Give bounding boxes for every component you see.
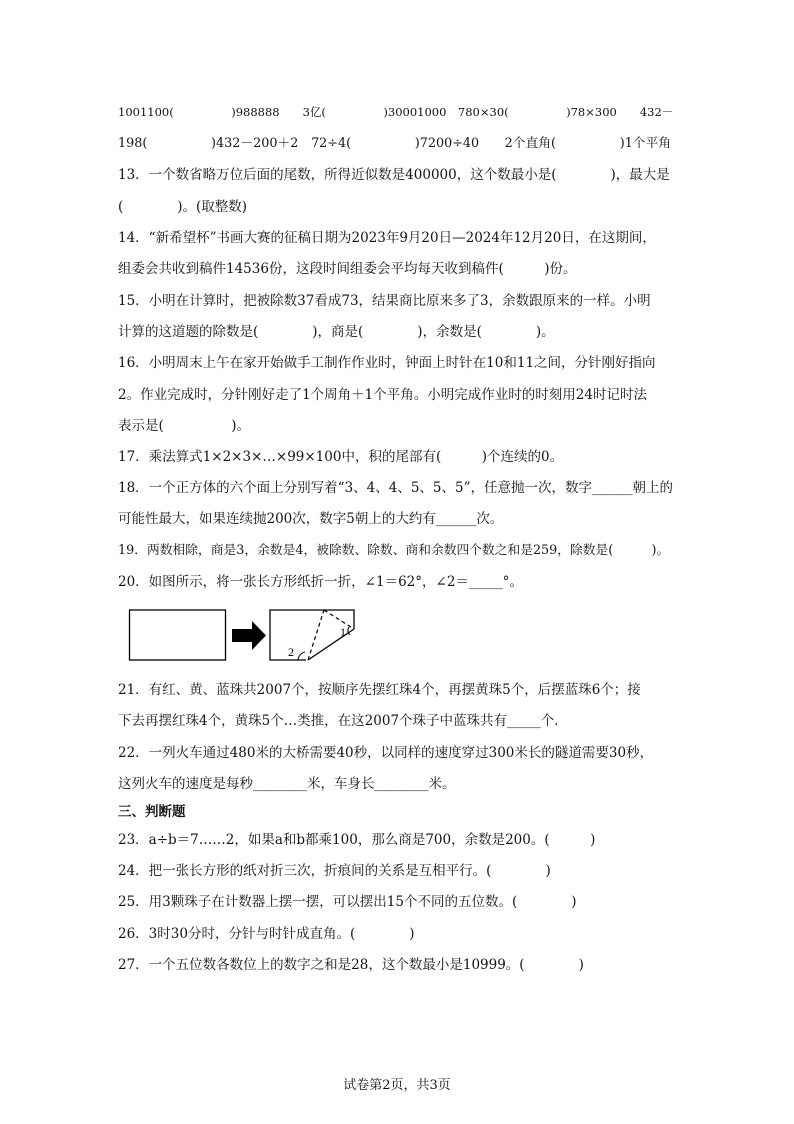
section-heading-judgement: 三、判断题 — [118, 804, 186, 820]
question-16-line-1: 16．小明周末上午在家开始做手工制作作业时，钟面上时针在10和11之间，分针刚好指向 — [118, 355, 656, 371]
question-14-line-2: 组委会共收到稿件14536份，这段时间组委会平均每天收到稿件( )份。 — [118, 261, 577, 277]
question-15-line-1: 15．小明在计算时，把被除数37看成73，结果商比原来多了3，余数跟原来的一样。小明 — [118, 293, 651, 309]
question-20: 20．如图所示，将一张长方形纸折一折，∠1＝62°，∠2＝_____°。 — [118, 574, 523, 590]
fold-diagram — [128, 608, 378, 664]
paper-rectangle — [130, 610, 226, 660]
question-19: 19．两数相除，商是3，余数是4，被除数、除数、商和余数四个数之和是259，除数是( )。 — [118, 543, 670, 558]
question-22-line-1: 22．一列火车通过480米的大桥需要40秒，以同样的速度穿过300米长的隧道需要30秒， — [118, 745, 654, 761]
question-27: 27．一个五位数各数位上的数字之和是28，这个数最小是10999。( ) — [118, 957, 584, 973]
question-16-line-3: 表示是( )。 — [118, 418, 251, 434]
question-22-line-2: 这列火车的速度是每秒________米，车身长________米。 — [118, 776, 456, 792]
question-13-line-1: 13．一个数省略万位后面的尾数，所得近似数是400000，这个数最小是( )，最大是 — [118, 167, 670, 183]
question-24: 24．把一张长方形的纸对折三次，折痕间的关系是互相平行。( ) — [118, 863, 551, 879]
question-18-line-1: 18．一个正方体的六个面上分别写着“3、4、4、5、5、5”，任意抛一次，数字______朝上的 — [118, 480, 674, 496]
page-footer: 试卷第2页，共3页 — [343, 1078, 451, 1093]
question-21-line-1: 21．有红、黄、蓝珠共2007个，按顺序先摆红珠4个，再摆黄珠5个，后摆蓝珠6个；接 — [118, 682, 641, 698]
compare-row-2: 198( )432－200＋2 72÷4( )7200÷40 2个直角( )1个平角 — [118, 136, 672, 151]
angle-2-label: 2 — [288, 645, 294, 659]
angle-1-label: 1 — [340, 625, 346, 639]
question-14-line-1: 14．“新希望杯”书画大赛的征稿日期为2023年9月20日—2024年12月20日，在这期间， — [118, 230, 656, 246]
question-21-line-2: 下去再摆红珠4个，黄珠5个…类推，在这2007个珠子中蓝珠共有_____个． — [118, 713, 568, 729]
question-13-line-2: ( )。(取整数) — [118, 199, 248, 215]
question-18-line-2: 可能性最大，如果连续抛200次，数字5朝上的大约有______次。 — [118, 511, 504, 527]
question-26: 26．3时30分时，分针与时针成直角。( ) — [118, 926, 415, 942]
question-23: 23．a÷b＝7……2，如果a和b都乘100，那么商是700，余数是200。( ) — [118, 832, 596, 848]
question-15-line-2: 计算的这道题的除数是( )，商是( )，余数是( )。 — [118, 324, 555, 340]
question-17: 17．乘法算式1×2×3×…×99×100中，积的尾部有( )个连续的0。 — [118, 449, 564, 465]
question-25: 25．用3颗珠子在计数器上摆一摆，可以摆出15个不同的五位数。( ) — [118, 894, 577, 910]
question-16-line-2: 2。作业完成时，分针刚好走了1个周角＋1个平角。小明完成作业时的时刻用24时记时法 — [118, 387, 647, 403]
compare-row-1: 1001100( )988888 3亿( )30001000 780×30( )78×300 432－ — [118, 105, 674, 119]
arrow-icon — [232, 621, 266, 650]
